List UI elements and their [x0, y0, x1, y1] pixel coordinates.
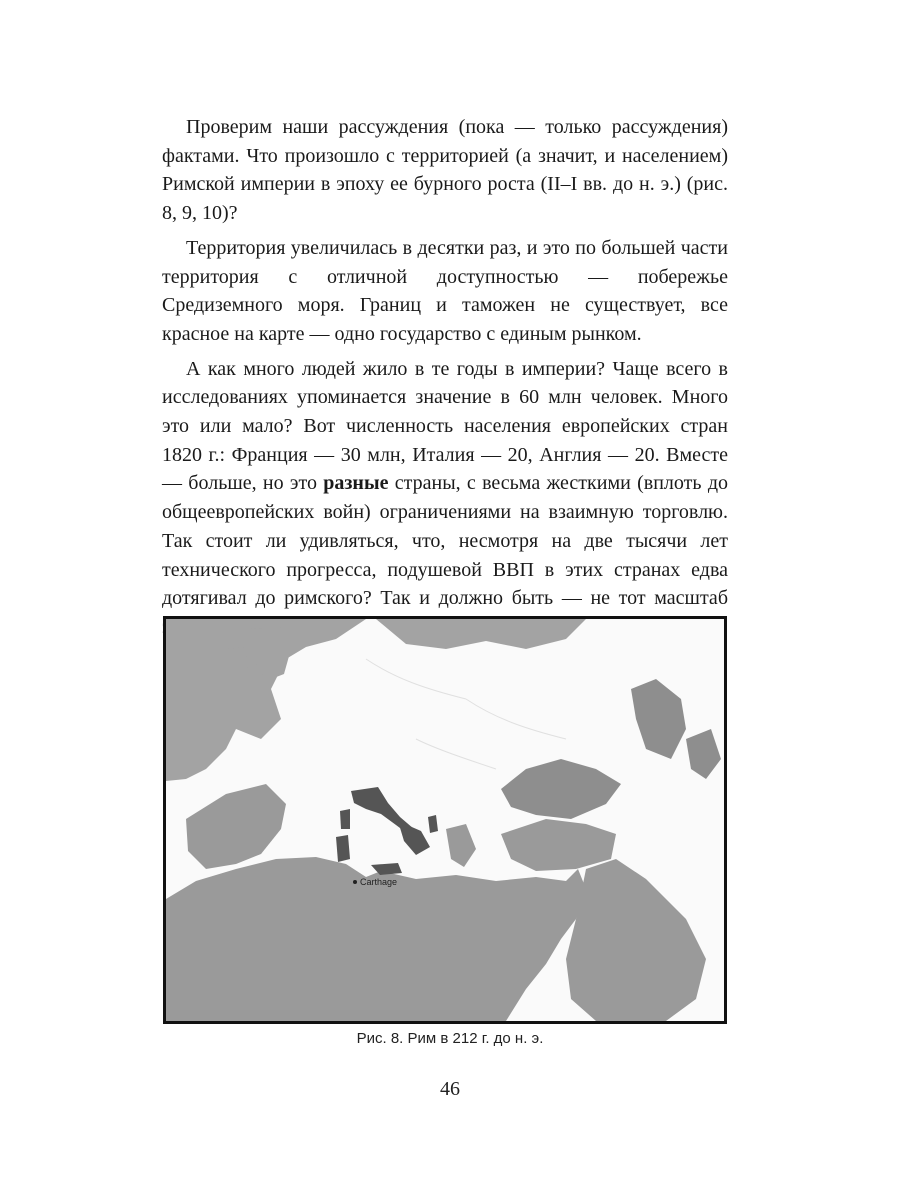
land-anatolia [501, 819, 616, 871]
carthage-label: Carthage [360, 877, 398, 887]
land-iberia [186, 784, 286, 869]
map-figure [163, 616, 727, 1024]
caspian-south [686, 729, 721, 779]
land-arabia [566, 859, 706, 1021]
paragraph-2: Территория увеличилась в десятки раз, и это по большей части территория с отличной доступностью — побережье Средиземного моря. Границ и таможен не существует, все красное на карте — одно государство с единым рынком. [162, 236, 728, 345]
figure-caption: Рис. 8. Рим в 212 г. до н. э. [356, 1030, 544, 1047]
paragraph-3-text-b: страны, с весьма жесткими (вплоть до общеевропейских войн) ограничениями на взаимную торговлю. Так стоит ли удивляться, что, несмотря на две тысячи лет технического прогресса, подушевой ВВП в этих странах едва дотягивал до римского? Так и должно быть — не тот масштаб [162, 472, 728, 610]
rome-sardinia [336, 835, 350, 862]
caspian-sea [631, 679, 686, 759]
mediterranean-map [166, 619, 724, 1021]
emphasis-word: разные [323, 472, 389, 495]
carthage-marker [353, 880, 357, 884]
body-text [162, 113, 728, 648]
rome-corsica [340, 809, 350, 829]
border-lines [366, 659, 566, 769]
black-sea [501, 759, 621, 819]
page-number: 46 [440, 1078, 460, 1100]
rome-south-italy [398, 821, 430, 855]
paragraph-3 [162, 355, 728, 642]
land-greece [446, 824, 476, 867]
rome-illyria [428, 815, 438, 833]
paragraph-1: Проверим наши рассуждения (пока — только рассуждения) фактами. Что произошло с территорией (а значит, и населением) Римской империи в эпоху ее бурного роста (II–I вв. до н. э.) (рис. 8, 9, 10)? [162, 116, 728, 225]
paragraph-3-text-a: А как много людей жило в те годы в империи? Чаще всего в исследованиях упоминается значение в 60 млн человек. Много это или мало? Вот численность населения европейских стран 1820 г.: Франция — 30 млн, Италия — 20, Англия — 20. Вместе — больше, но это [162, 357, 728, 495]
land-north [376, 619, 586, 649]
